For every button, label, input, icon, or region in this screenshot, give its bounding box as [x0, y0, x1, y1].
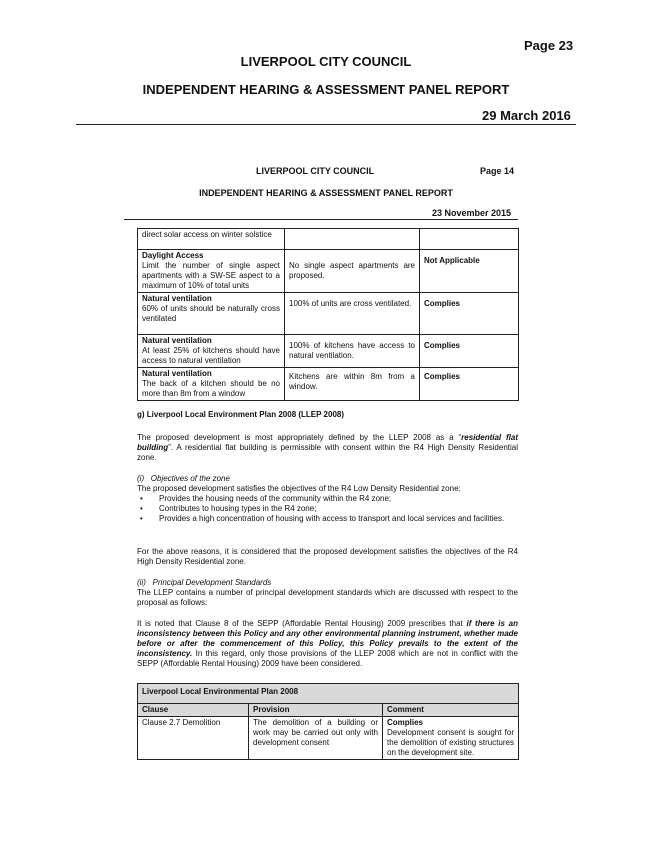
list-item — [137, 494, 518, 504]
status-text: Complies — [424, 299, 461, 308]
objectives-conclusion: For the above reasons, it is considered that the proposed development satisfies the objectives of the R4 High Density Residential zone. — [137, 547, 518, 566]
table-header-row — [138, 704, 519, 717]
control-text: direct solar access on winter solstice — [142, 230, 272, 239]
inner-report-title: INDEPENDENT HEARING & ASSESSMENT PANEL REPORT — [199, 188, 453, 198]
list-item-text: Provides a high concentration of housing with access to transport and local services and facilities. — [159, 514, 505, 523]
inner-report-date: 23 November 2015 — [432, 208, 512, 218]
proposal-cell — [285, 335, 420, 368]
paragraph-text: The proposed development is most appropriately defined by the LLEP 2008 as a “ — [137, 433, 462, 442]
status-cell — [420, 335, 519, 368]
clause-cell: Clause 2.7 Demolition — [138, 717, 249, 760]
list-item — [137, 504, 518, 514]
control-title: Natural ventilation — [142, 336, 212, 345]
provision-cell: The demolition of a building or work may be carried out only with development consent — [249, 717, 383, 760]
proposal-cell — [285, 250, 420, 293]
llep-definition-paragraph — [137, 433, 518, 463]
inner-header-rule — [124, 219, 518, 220]
status-cell — [420, 368, 519, 401]
outer-council-title: LIVERPOOL CITY COUNCIL — [240, 54, 412, 69]
bullet-icon: • — [140, 514, 143, 523]
inner-council-title: LIVERPOOL CITY COUNCIL — [256, 166, 375, 176]
table-row — [138, 717, 519, 760]
outer-page-number: Page 23 — [524, 38, 574, 53]
comment-text: Development consent is sought for the demolition of existing structures on the development site. — [387, 728, 514, 757]
control-title: Natural ventilation — [142, 294, 212, 303]
column-header-comment: Comment — [383, 704, 519, 717]
objectives-subheading: (i) Objectives of the zone — [137, 474, 230, 483]
outer-report-date: 29 March 2016 — [482, 108, 571, 123]
llep-table — [137, 683, 519, 760]
status-cell — [420, 229, 519, 250]
control-text: 60% of units should be naturally cross ventilated — [142, 304, 280, 323]
outer-report-title: INDEPENDENT HEARING & ASSESSMENT PANEL REPORT — [142, 82, 510, 97]
objectives-intro: The proposed development satisfies the objectives of the R4 Low Density Residential zone: — [137, 484, 461, 493]
outer-header-rule — [76, 124, 576, 125]
inner-page-number: Page 14 — [480, 166, 515, 176]
bullet-icon: • — [140, 504, 143, 513]
control-cell — [138, 229, 285, 250]
control-title: Natural ventilation — [142, 369, 212, 378]
control-cell — [138, 293, 285, 335]
control-title: Daylight Access — [142, 251, 204, 260]
status-text: Complies — [424, 372, 461, 381]
comment-cell — [383, 717, 519, 760]
control-text: Limit the number of single aspect apartments with a SW-SE aspect to a maximum of 10% of total units — [142, 261, 280, 290]
section-heading-llep: g) Liverpool Local Environment Plan 2008 (LLEP 2008) — [137, 410, 345, 419]
paragraph-emphasis: residential flat building — [137, 433, 519, 452]
column-header-provision: Provision — [249, 704, 383, 717]
status-cell — [420, 250, 519, 293]
proposal-cell — [285, 293, 420, 335]
table-row — [138, 368, 519, 401]
compliance-table — [137, 228, 519, 401]
control-text: The back of a kitchen should be no more than 8m from a window — [142, 379, 280, 398]
table-title-row — [138, 684, 519, 704]
bullet-icon: • — [140, 494, 143, 503]
control-cell — [138, 335, 285, 368]
status-text: Complies — [424, 341, 461, 350]
list-item-text: Contributes to housing types in the R4 zone; — [159, 504, 317, 513]
standards-subheading: (ii) Principal Development Standards — [137, 578, 272, 587]
standards-intro: The LLEP contains a number of principal development standards which are discussed with respect to the proposal as follows: — [137, 588, 518, 607]
proposal-text: No single aspect apartments are proposed. — [289, 261, 415, 280]
objectives-list — [137, 494, 518, 524]
paragraph-emphasis: if there is an inconsistency between this Policy and any other environmental planning instrument, whether made before or after the commencement of this Policy, this Policy prevails to the extent of the inconsistency. — [137, 619, 518, 658]
paragraph-text: In this regard, only those provisions of the LLEP 2008 which are not in conflict with the SEPP (Affordable Rental Housing) 2009 have been considered. — [137, 649, 518, 668]
status-text: Not Applicable — [424, 256, 480, 265]
list-item — [137, 514, 518, 524]
control-text: At least 25% of kitchens should have access to natural ventilation — [142, 346, 280, 365]
proposal-text: 100% of kitchens have access to natural ventilation. — [289, 341, 415, 360]
proposal-cell — [285, 229, 420, 250]
table-row — [138, 293, 519, 335]
control-cell — [138, 368, 285, 401]
status-cell — [420, 293, 519, 335]
list-item-text: Provides the housing needs of the community within the R4 zone; — [159, 494, 392, 503]
column-header-clause: Clause — [138, 704, 249, 717]
proposal-text: Kitchens are within 8m from a window. — [289, 372, 415, 391]
proposal-text: 100% of units are cross ventilated. — [289, 299, 412, 308]
table-row — [138, 335, 519, 368]
table-row — [138, 229, 519, 250]
proposal-cell — [285, 368, 420, 401]
table-title: Liverpool Local Environmental Plan 2008 — [138, 684, 519, 704]
control-cell — [138, 250, 285, 293]
comment-status: Complies — [387, 718, 424, 727]
table-row — [138, 250, 519, 293]
sepp-paragraph — [137, 619, 518, 669]
paragraph-text: It is noted that Clause 8 of the SEPP (Affordable Rental Housing) 2009 prescribes that — [137, 619, 467, 628]
paragraph-text: ”. A residential flat building is permissible with consent within the R4 High Density Residential zone. — [137, 443, 518, 462]
